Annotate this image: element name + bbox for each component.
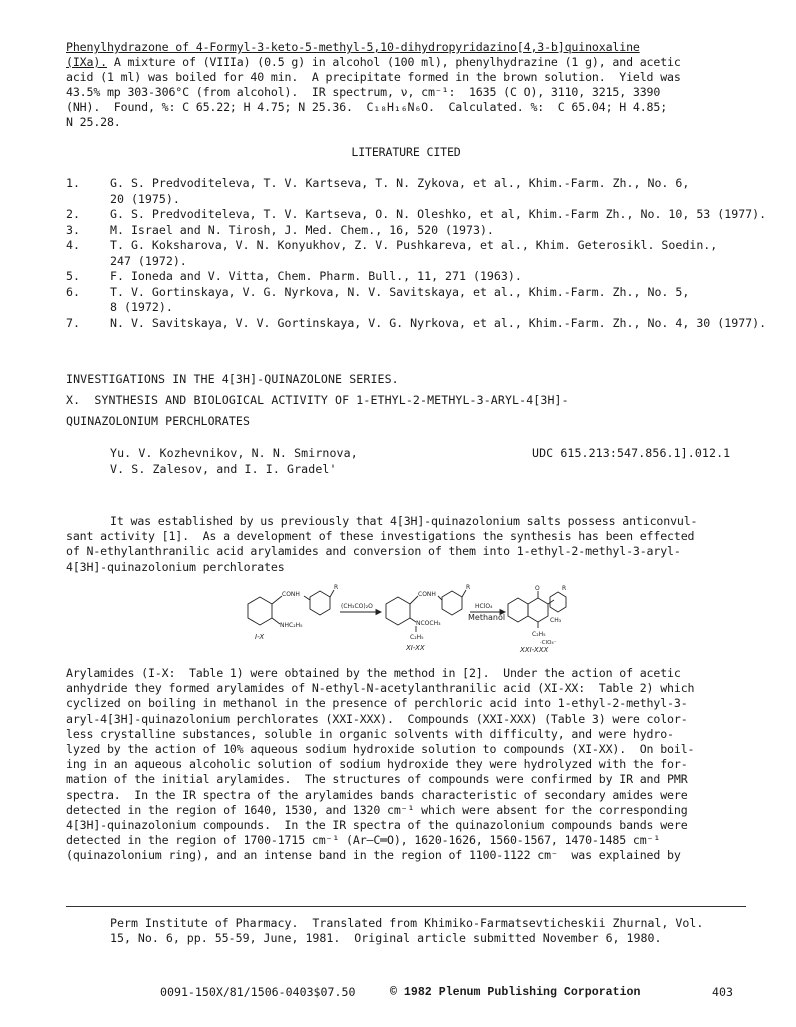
compound-3-label: XXI-XXX: [520, 646, 549, 654]
intro-line-4: (NH). Found, %: C 65.22; H 4.75; N 25.36. C₁₈H₁₆N₆O. Calculated. %: C 65.04; H 4.85;: [66, 100, 668, 114]
reference-text: G. S. Predvoditeleva, T. V. Kartseva, O. N. Oleshko, et al, Khim.-Farm Zh., No. 10, 53 (1977).: [110, 207, 767, 221]
compound-2-c2h5: C₂H₅: [410, 634, 424, 641]
reference-text: N. V. Savitskaya, V. V. Gortinskaya, V. G. Nyrkova, et al., Khim.-Farm. Zh., No. 4, 30 (1977).: [110, 315, 767, 330]
authors-line-1: Yu. V. Kozhevnikov, N. N. Smirnova,: [110, 446, 358, 460]
reference-text-cont: 8 (1972).: [110, 300, 173, 314]
page-number: 403: [712, 985, 733, 999]
paragraph-line: sant activity [1]. As a development of these investigations the synthesis has been effected: [66, 529, 695, 544]
compound-3-clo4: ·ClO₄⁻: [540, 640, 557, 646]
paragraph-line: detected in the region of 1640, 1530, and 1320 cm⁻¹ which were absent for the corresponding: [66, 802, 688, 817]
copyright-notice: © 1982 Plenum Publishing Corporation: [390, 986, 641, 999]
paragraph-line: detected in the region of 1700-1715 cm⁻¹ (Ar—C═O), 1620-1626, 1560-1567, 1470-1485 cm⁻¹: [66, 833, 661, 848]
intro-line-1-text: A mixture of (VIIIa) (0.5 g) in alcohol (100 ml), phenylhydrazine (1 g), and acetic: [106, 55, 681, 69]
paragraph-line: (quinazolonium ring), and an intense band in the region of 1100-1122 cm⁻ was explained by: [66, 848, 681, 863]
compound-2-conh: CONH: [418, 591, 436, 598]
intro-line-2: acid (1 ml) was boiled for 40 min. A precipitate formed in the brown solution. Yield was: [66, 70, 681, 84]
paragraph-line: lyzed by the action of 10% aqueous sodium hydroxide solution to compounds (XI-XX). On boil-: [66, 742, 695, 756]
compound-1-label: I-X: [255, 633, 265, 641]
reference-text-cont: 20 (1975).: [110, 191, 180, 206]
reference-number: 3.: [66, 222, 80, 237]
reference-text: T. G. Koksharova, V. N. Konyukhov, Z. V. Pushkareva, et al., Khim. Geterosikl. Soedin.,: [110, 238, 718, 252]
article-title-line-1: X. SYNTHESIS AND BIOLOGICAL ACTIVITY OF 1-ETHYL-2-METHYL-3-ARYL-4[3H]-: [66, 393, 569, 407]
reference-text: G. S. Predvoditeleva, T. V. Kartseva, T. N. Zykova, et al., Khim.-Farm. Zh., No. 6,: [110, 176, 690, 190]
compound-2-ncoch3: NCOCH₃: [416, 620, 441, 627]
paragraph-line: 4[3H]-quinazolonium compounds. In the IR spectra of the quinazolonium compounds bands were: [66, 818, 688, 832]
series-title: INVESTIGATIONS IN THE 4[3H]-QUINAZOLONE SERIES.: [66, 372, 399, 386]
reference-text: M. Israel and N. Tirosh, J. Med. Chem., 16, 520 (1973).: [110, 222, 494, 237]
arrow-1: [340, 610, 381, 615]
reference-number: 5.: [66, 269, 80, 283]
intro-line-1: [66, 55, 746, 70]
compound-3-c2h5: C₂H₅: [532, 631, 546, 638]
paragraph-line: 4[3H]-quinazolonium perchlorates: [66, 559, 285, 574]
reagent-methanol: Methanol: [468, 613, 506, 622]
reference-number: 2.: [66, 207, 80, 221]
compound-1-r: R: [334, 584, 339, 591]
intro-line-3: 43.5% mp 303-306°C (from alcohol). IR spectrum, ν, cm⁻¹: 1635 (C O), 3110, 3215, 3390: [66, 85, 661, 99]
reference-text-cont: 247 (1972).: [110, 253, 187, 268]
compound-3-o: O: [535, 585, 540, 592]
footnote-rule: [66, 906, 746, 907]
reference-text: T. V. Gortinskaya, V. G. Nyrkova, N. V. Savitskaya, et al., Khim.-Farm. Zh., No. 5,: [110, 284, 690, 299]
affiliation-line-1: Perm Institute of Pharmacy. Translated from Khimiko-Farmatsevticheskii Zhurnal, Vol.: [110, 916, 704, 930]
reagent-perchloric-acid: HClO₄: [475, 603, 493, 610]
paragraph-line: anhydride they formed arylamides of N-ethyl-N-acetylanthranilic acid (XI-XX: Table 2) which: [66, 681, 695, 696]
article-code: 0091-150X/81/1506-0403$07.50: [160, 985, 356, 999]
paragraph-line: It was established by us previously that 4[3H]-quinazolonium salts possess anticonvul-: [110, 514, 698, 528]
intro-title-line: [66, 40, 746, 55]
reagent-acetic-anhydride: (CH₃CO)₂O: [341, 603, 373, 610]
udc-code: UDC 615.213:547.856.1].012.1: [532, 446, 731, 460]
literature-heading: LITERATURE CITED: [351, 145, 461, 159]
intro-line-5: N 25.28.: [66, 115, 121, 129]
article-title-line-2: QUINAZOLONIUM PERCHLORATES: [66, 414, 251, 428]
paragraph-line: aryl-4[3H]-quinazolonium perchlorates (XXI-XXX). Compounds (XXI-XXX) (Table 3) were color-: [66, 711, 688, 726]
compound-1-conh: CONH: [282, 591, 300, 598]
reference-number: 4.: [66, 238, 80, 252]
compound-2-r: R: [466, 584, 471, 591]
reference-number: 6.: [66, 284, 80, 299]
reference-text: F. Ioneda and V. Vitta, Chem. Pharm. Bull., 11, 271 (1963).: [110, 269, 522, 283]
authors-line-2: V. S. Zalesov, and I. I. Gradel': [110, 462, 337, 476]
compound-3-ch3: CH₃: [550, 617, 562, 624]
affiliation-line-2: 15, No. 6, pp. 55-59, June, 1981. Original article submitted November 6, 1980.: [110, 931, 662, 945]
paragraph-line: mation of the initial arylamides. The structures of compounds were confirmed by IR and PMR: [66, 772, 688, 787]
reference-number: 1.: [66, 176, 80, 190]
intro-title-cont: (IXa).: [66, 55, 107, 69]
reference-number: 7.: [66, 315, 80, 330]
paragraph-line: Arylamides (I-X: Table 1) were obtained by the method in [2]. Under the action of acetic: [66, 666, 681, 680]
paragraph-line: spectra. In the IR spectra of the arylamides bands characteristic of secondary amides were: [66, 787, 688, 802]
paragraph-line: less crystalline substances, soluble in organic solvents with difficulty, and were hydro-: [66, 726, 674, 741]
intro-title: Phenylhydrazone of 4-Formyl-3-keto-5-methyl-5,10-dihydropyridazino[4,3-b]quinoxaline: [66, 40, 640, 54]
compound-1-nhc2h5: NHC₂H₅: [280, 622, 303, 629]
paragraph-line: ing in an aqueous alcoholic solution of sodium hydroxide they were hydrolyzed with the for-: [66, 757, 688, 772]
paragraph-line: of N-ethylanthranilic acid arylamides and conversion of them into 1-ethyl-2-methyl-3-aryl-: [66, 544, 681, 559]
reaction-scheme: [230, 582, 570, 656]
compound-2-label: XI-XX: [406, 644, 425, 652]
compound-3-r: R: [562, 585, 567, 592]
paragraph-line: cyclized on boiling in methanol in the presence of perchloric acid into 1-ethyl-2-methyl-3-: [66, 696, 688, 711]
